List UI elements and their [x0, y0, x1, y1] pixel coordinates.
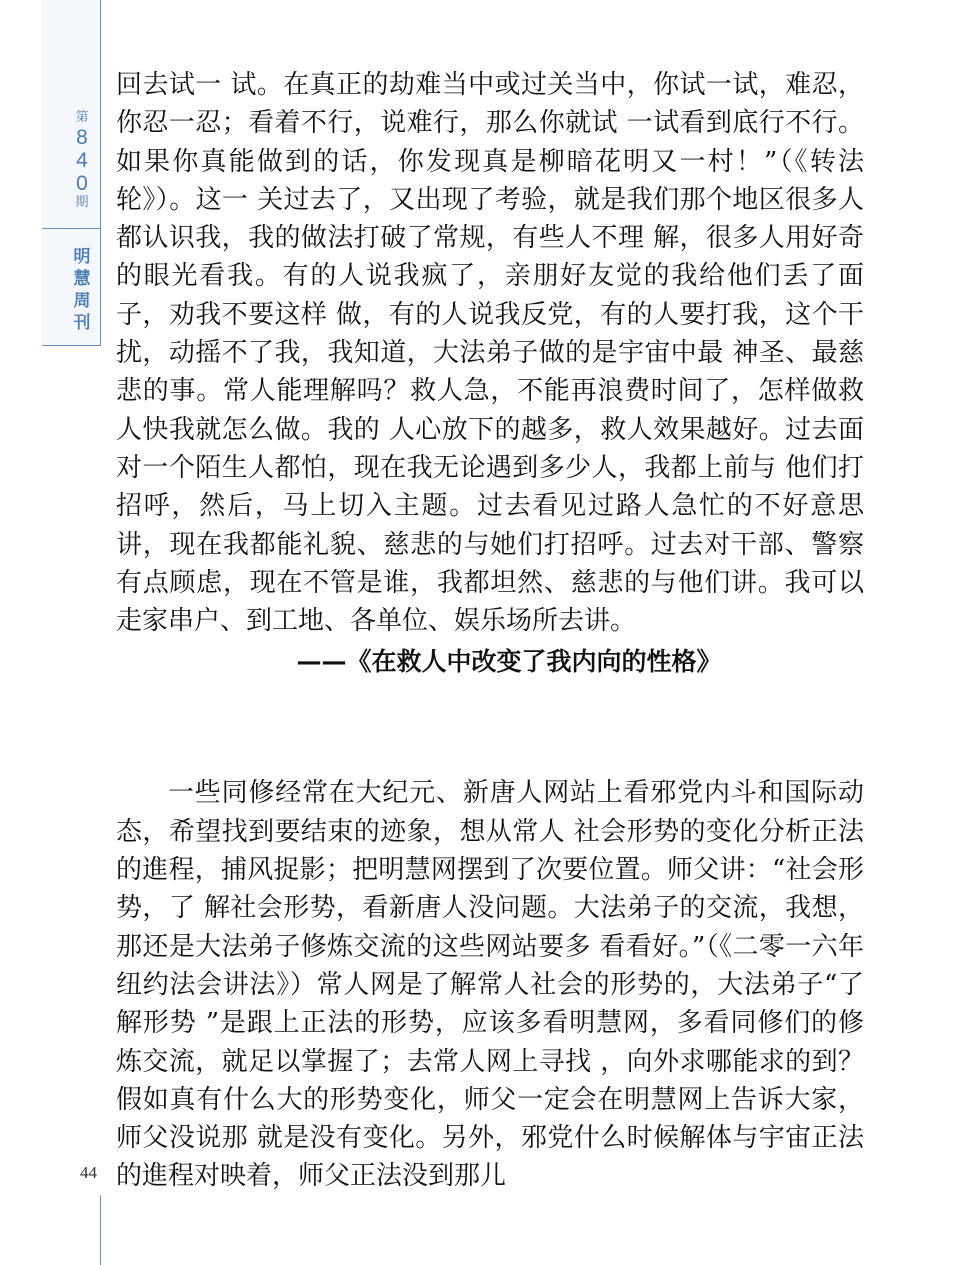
issue-suffix: 期 [75, 195, 89, 210]
journal-char: 明 [73, 247, 91, 267]
journal-char: 慧 [73, 269, 91, 289]
paragraph-gap [116, 684, 864, 774]
issue-divider [42, 228, 101, 229]
body-paragraph: 回去试一 试。在真正的劫难当中或过关当中，你试一试，难忍，你忍一忍；看着不行，说难行，那么你就试 一试看到底行不行。如果你真能做到的话，你发现真是柳暗花明又一村！”（《转法轮》）。这一 关过去了，又出现了考验，就是我们那个地区很多人都认识我，我的做法打破了常规，有些人不理 解，很多人用好奇的眼光看我。有的人说我疯了，亲朋好友觉的我给他们丢了面子，劝我不要这样 做，有的人说我反党，有的人要打我，这个干扰，动摇不了我，我知道，大法弟子做的是宇宙中最 神圣、最慈悲的事。常人能理解吗？救人急，不能再浪费时间了，怎样做救人快我就怎么做。我的 人心放下的越多，救人效果越好。过去面对一个陌生人都怕，现在我无论遇到多少人，我都上前与 他们打招呼，然后，马上切入主题。过去看见过路人急忙的不好意思讲，现在我都能礼貌、慈悲的与她们打招呼。过去对干部、警察有点顾虑，现在不管是谁，我都坦然、慈悲的与他们讲。我可以 走家串户、到工地、各单位、娱乐场所去讲。 [116, 70, 864, 637]
article-body [116, 66, 864, 1196]
journal-char: 刊 [73, 313, 91, 333]
journal-title [62, 246, 102, 334]
page-number: 44 [80, 1163, 97, 1182]
issue-prefix: 第 [75, 110, 89, 125]
issue-digit: 4 [76, 149, 88, 172]
body-paragraph: 一些同修经常在大纪元、新唐人网站上看邪党内斗和国际动态，希望找到要结束的迹象，想从常人 社会形势的变化分析正法的進程，捕风捉影；把明慧网摆到了次要位置。师父讲：“社会形势，了 解社会形势，看新唐人没问题。大法弟子的交流，我想，那还是大法弟子修炼交流的这些网站要多 看看好。”（《二零一六年纽约法会讲法》）常人网是了解常人社会的形势的，大法弟子“了解形势 ”是跟上正法的形势，应该多看明慧网，多看同修们的修炼交流，就足以掌握了；去常人网上寻找 ，向外求哪能求的到？假如真有什么大的形势变化，师父一定会在明慧网上告诉大家，师父没说那 就是没有变化。另外，邪党什么时候解体与宇宙正法的進程对映着，师父正法没到那儿 [116, 778, 864, 1192]
source-citation: ——《在救人中改变了我内向的性格》 [296, 647, 722, 677]
journal-char: 周 [73, 291, 91, 311]
journal-divider [42, 345, 101, 346]
margin-rule-lower [100, 1195, 101, 1265]
page-margin [0, 0, 101, 1265]
issue-digit: 8 [76, 126, 88, 149]
issue-number [62, 110, 102, 211]
issue-digit: 0 [76, 172, 88, 195]
